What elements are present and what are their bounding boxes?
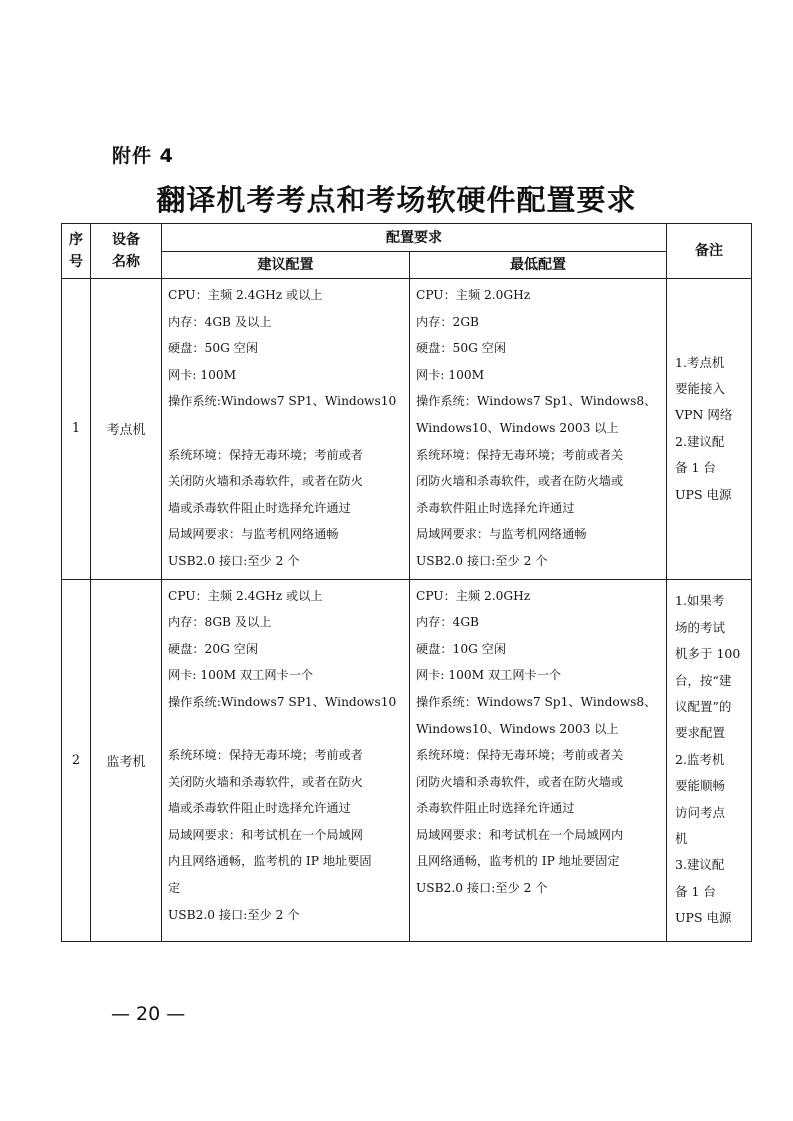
remarks-cell xyxy=(667,579,752,941)
config-line: 闭防火墙和杀毒软件，或者在防火墙或 xyxy=(416,474,624,489)
config-line: 操作系统:Windows7 SP1、Windows10 xyxy=(168,694,397,709)
config-line: 操作系统：Windows7 Sp1、Windows8、 xyxy=(416,394,657,409)
config-line: 且网络通畅，监考机的 IP 地址要固定 xyxy=(416,854,620,869)
remark-line: 要求配置 xyxy=(675,725,726,741)
config-line: 杀毒软件阻止时选择允许通过 xyxy=(416,801,575,816)
remark-line: 场的考试 xyxy=(675,619,726,635)
config-line: 硬盘：20G 空闲 xyxy=(168,641,259,656)
config-line: 内存：4GB xyxy=(416,615,480,630)
config-line: USB2.0 接口:至少 2 个 xyxy=(416,881,548,896)
header-device-line1: 设备 xyxy=(112,232,140,248)
remarks-cell xyxy=(667,279,752,580)
minimum-config-cell xyxy=(410,279,667,580)
config-line: 墙或杀毒软件阻止时选择允许通过 xyxy=(168,500,351,515)
config-table xyxy=(61,223,752,942)
remark-line: 议配置”的 xyxy=(675,699,732,715)
config-line: 操作系统:Windows7 SP1、Windows10 xyxy=(168,394,397,409)
config-line: 关闭防火墙和杀毒软件，或者在防火 xyxy=(168,774,363,789)
config-line: 操作系统：Windows7 Sp1、Windows8、 xyxy=(416,694,657,709)
config-line: 关闭防火墙和杀毒软件，或者在防火 xyxy=(168,474,363,489)
config-line: 内存：4GB 及以上 xyxy=(168,314,272,329)
config-line: 杀毒软件阻止时选择允许通过 xyxy=(416,500,575,515)
document-title: 翻译机考考点和考场软硬件配置要求 xyxy=(156,183,637,217)
remark-line: 机多于 100 xyxy=(675,646,741,662)
row-device: 监考机 xyxy=(91,579,162,941)
remark-line: UPS 电源 xyxy=(675,910,732,926)
config-line: 内存：2GB xyxy=(416,314,480,329)
config-line: 墙或杀毒软件阻止时选择允许通过 xyxy=(168,801,351,816)
config-line: 网卡: 100M 双工网卡一个 xyxy=(168,668,314,683)
config-line: 系统环境：保持无毒环境；考前或者关 xyxy=(416,748,624,763)
config-line: 网卡: 100M xyxy=(168,367,237,382)
config-line: 网卡: 100M 双工网卡一个 xyxy=(416,668,562,683)
config-line: Windows10、Windows 2003 以上 xyxy=(416,420,619,435)
remark-line: 要能接入 xyxy=(675,380,726,396)
config-line: 局域网要求：和考试机在一个局域网内 xyxy=(416,827,624,842)
table-row xyxy=(62,579,752,941)
config-line: 网卡: 100M xyxy=(416,367,485,382)
config-line: 系统环境：保持无毒环境；考前或者 xyxy=(168,447,363,462)
minimum-config-cell xyxy=(410,579,667,941)
header-device-line2: 名称 xyxy=(112,254,140,270)
config-line: 内存：8GB 及以上 xyxy=(168,615,272,630)
header-recommended: 建议配置 xyxy=(162,252,410,279)
config-line: 硬盘：50G 空闲 xyxy=(168,341,259,356)
page-number: — 20 — xyxy=(111,1003,186,1025)
recommended-config-cell xyxy=(162,579,410,941)
remark-line: UPS 电源 xyxy=(675,486,732,502)
config-line: CPU：主频 2.4GHz 或以上 xyxy=(168,288,323,302)
config-line xyxy=(168,716,405,743)
remark-line: 访问考点 xyxy=(675,804,726,820)
config-line: USB2.0 接口:至少 2 个 xyxy=(168,553,300,568)
row-seq: 1 xyxy=(62,279,91,580)
header-config: 配置要求 xyxy=(162,224,667,252)
config-line: 系统环境：保持无毒环境；考前或者 xyxy=(168,748,363,763)
remark-line: 1.如果考 xyxy=(675,593,725,609)
table-row xyxy=(62,279,752,580)
header-device xyxy=(91,224,162,279)
config-line: 局域网要求：与监考机网络通畅 xyxy=(416,527,587,542)
remark-line: 2.建议配 xyxy=(675,433,725,449)
header-minimum: 最低配置 xyxy=(410,252,667,279)
remark-line: 要能顺畅 xyxy=(675,778,726,794)
remark-line: 台，按“建 xyxy=(675,672,732,688)
config-line: 局域网要求：与监考机网络通畅 xyxy=(168,527,339,542)
row-device: 考点机 xyxy=(91,279,162,580)
header-remarks: 备注 xyxy=(667,224,752,279)
config-line: 系统环境：保持无毒环境；考前或者关 xyxy=(416,447,624,462)
config-line: 局域网要求：和考试机在一个局域网 xyxy=(168,827,363,842)
attachment-label: 附件 4 xyxy=(112,145,174,167)
config-line: USB2.0 接口:至少 2 个 xyxy=(416,553,548,568)
remark-line: VPN 网络 xyxy=(675,407,733,423)
config-line: CPU：主频 2.0GHz xyxy=(416,288,531,302)
config-line: 内且网络通畅，监考机的 IP 地址要固 xyxy=(168,854,372,869)
header-seq xyxy=(62,224,91,279)
remark-line: 机 xyxy=(675,831,688,847)
recommended-config-cell xyxy=(162,279,410,580)
remark-line: 3.建议配 xyxy=(675,857,725,873)
config-line: CPU：主频 2.4GHz 或以上 xyxy=(168,588,323,603)
config-line: 闭防火墙和杀毒软件，或者在防火墙或 xyxy=(416,774,624,789)
header-seq-line1: 序 xyxy=(69,232,83,248)
remark-line: 2.监考机 xyxy=(675,751,725,767)
config-line: 硬盘：10G 空闲 xyxy=(416,641,507,656)
config-line: 硬盘：50G 空闲 xyxy=(416,341,507,356)
header-seq-line2: 号 xyxy=(69,254,83,270)
config-line: 定 xyxy=(168,881,181,896)
remark-line: 1.考点机 xyxy=(675,354,725,370)
config-line: USB2.0 接口:至少 2 个 xyxy=(168,907,300,922)
remark-line: 备 1 台 xyxy=(675,460,716,476)
config-line: Windows10、Windows 2003 以上 xyxy=(416,721,619,736)
row-seq: 2 xyxy=(62,579,91,941)
config-line xyxy=(168,415,405,442)
remark-line: 备 1 台 xyxy=(675,883,716,899)
config-line: CPU：主频 2.0GHz xyxy=(416,588,531,603)
